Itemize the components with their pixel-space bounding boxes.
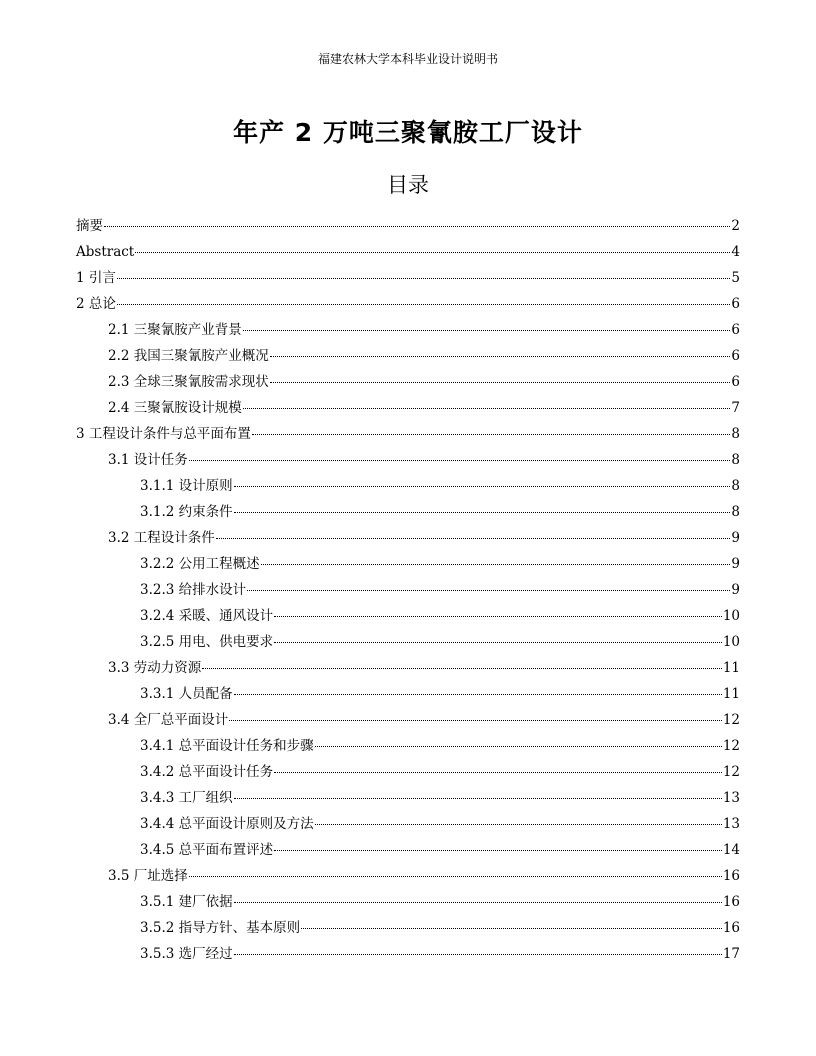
- toc-entry-label[interactable]: 3.1 设计任务: [108, 452, 188, 468]
- toc-entry-page-number[interactable]: 14: [722, 842, 740, 858]
- toc-entry-page-number[interactable]: 10: [722, 634, 740, 650]
- toc-dot-leader: [234, 511, 731, 513]
- toc-entry-label[interactable]: 2 总论: [76, 296, 116, 312]
- toc-entry-label[interactable]: 3.2.5 用电、供电要求: [140, 634, 274, 650]
- toc-dot-leader: [243, 329, 731, 331]
- toc-entry-label[interactable]: Abstract: [76, 244, 135, 260]
- toc-entry[interactable]: [76, 707, 740, 733]
- toc-entry-label[interactable]: 3.2.4 采暖、通风设计: [140, 608, 274, 624]
- toc-entry[interactable]: [76, 811, 740, 837]
- toc-entry-page-number[interactable]: 12: [722, 738, 740, 754]
- toc-entry-page-number[interactable]: 13: [722, 790, 740, 806]
- toc-entry-page-number[interactable]: 12: [722, 712, 740, 728]
- toc-entry-label[interactable]: 3.5.2 指导方针、基本原则: [140, 920, 301, 936]
- toc-entry-label[interactable]: 摘要: [76, 218, 103, 234]
- toc-entry-page-number[interactable]: 7: [731, 400, 740, 416]
- toc-entry-page-number[interactable]: 6: [731, 348, 740, 364]
- toc-dot-leader: [234, 953, 722, 955]
- toc-entry-page-number[interactable]: 2: [731, 218, 740, 234]
- toc-entry-page-number[interactable]: 8: [731, 504, 740, 520]
- toc-entry-label[interactable]: 3.4.3 工厂组织: [140, 790, 233, 806]
- toc-entry-page-number[interactable]: 17: [722, 946, 740, 962]
- toc-entry-page-number[interactable]: 8: [731, 426, 740, 442]
- toc-entry[interactable]: [76, 603, 740, 629]
- toc-dot-leader: [270, 381, 731, 383]
- toc-entry[interactable]: [76, 525, 740, 551]
- toc-entry-label[interactable]: 3.1.2 约束条件: [140, 504, 233, 520]
- toc-entry[interactable]: [76, 941, 740, 967]
- toc-entry[interactable]: [76, 629, 740, 655]
- toc-entry-page-number[interactable]: 11: [722, 660, 740, 676]
- toc-entry[interactable]: [76, 473, 740, 499]
- toc-entry-label[interactable]: 3.2.3 给排水设计: [140, 582, 247, 598]
- toc-entry-page-number[interactable]: 9: [731, 582, 740, 598]
- toc-entry-page-number[interactable]: 9: [731, 530, 740, 546]
- toc-entry[interactable]: [76, 317, 740, 343]
- toc-entry-page-number[interactable]: 4: [731, 244, 740, 260]
- running-header: 福建农林大学本科毕业设计说明书: [317, 52, 498, 66]
- toc-entry-page-number[interactable]: 9: [731, 556, 740, 572]
- toc-entry-label[interactable]: 3.4.5 总平面布置评述: [140, 842, 274, 858]
- toc-dot-leader: [104, 225, 730, 227]
- toc-dot-leader: [274, 641, 722, 643]
- toc-entry-label[interactable]: 3.2.2 公用工程概述: [140, 556, 260, 572]
- toc-entry[interactable]: [76, 889, 740, 915]
- toc-entry-label[interactable]: 3.4.1 总平面设计任务和步骤: [140, 738, 314, 754]
- toc-dot-leader: [274, 771, 722, 773]
- toc-entry-label[interactable]: 2.4 三聚氰胺设计规模: [108, 400, 242, 416]
- toc-entry-label[interactable]: 1 引言: [76, 270, 116, 286]
- toc-dot-leader: [315, 823, 722, 825]
- toc-dot-leader: [202, 667, 722, 669]
- toc-dot-leader: [234, 485, 731, 487]
- toc-dot-leader: [261, 563, 731, 565]
- toc-dot-leader: [315, 745, 722, 747]
- toc-entry-label[interactable]: 3.3 劳动力资源: [108, 660, 202, 676]
- toc-dot-leader: [252, 433, 731, 435]
- toc-entry-page-number[interactable]: 10: [722, 608, 740, 624]
- toc-entry-page-number[interactable]: 5: [731, 270, 740, 286]
- document-title: 年产 2 万吨三聚氰胺工厂设计: [233, 118, 583, 147]
- toc-dot-leader: [117, 277, 731, 279]
- toc-entry[interactable]: [76, 239, 740, 265]
- toc-entry[interactable]: [76, 655, 740, 681]
- toc-entry[interactable]: [76, 499, 740, 525]
- toc-entry-page-number[interactable]: 12: [722, 764, 740, 780]
- toc-dot-leader: [301, 927, 722, 929]
- toc-entry-label[interactable]: 3.4.2 总平面设计任务: [140, 764, 274, 780]
- toc-dot-leader: [229, 719, 722, 721]
- table-of-contents: [76, 213, 740, 967]
- toc-entry[interactable]: [76, 213, 740, 239]
- toc-entry[interactable]: [76, 837, 740, 863]
- toc-entry[interactable]: [76, 785, 740, 811]
- toc-entry[interactable]: [76, 863, 740, 889]
- toc-entry[interactable]: [76, 421, 740, 447]
- toc-dot-leader: [234, 693, 722, 695]
- toc-entry-page-number[interactable]: 6: [731, 374, 740, 390]
- toc-dot-leader: [247, 589, 730, 591]
- toc-entry-label[interactable]: 3.4 全厂总平面设计: [108, 712, 229, 728]
- toc-entry-page-number[interactable]: 16: [722, 868, 740, 884]
- toc-dot-leader: [274, 849, 722, 851]
- toc-entry-label[interactable]: 3.5.1 建厂依据: [140, 894, 233, 910]
- toc-entry-label[interactable]: 3.5 厂址选择: [108, 868, 188, 884]
- toc-entry-page-number[interactable]: 16: [722, 920, 740, 936]
- toc-entry-page-number[interactable]: 8: [731, 478, 740, 494]
- toc-entry[interactable]: [76, 265, 740, 291]
- toc-heading: 目录: [387, 173, 429, 197]
- toc-entry-label[interactable]: 3.3.1 人员配备: [140, 686, 233, 702]
- toc-dot-leader: [135, 251, 730, 253]
- toc-dot-leader: [243, 407, 731, 409]
- toc-dot-leader: [270, 355, 731, 357]
- toc-entry[interactable]: [76, 343, 740, 369]
- toc-entry[interactable]: [76, 291, 740, 317]
- toc-entry-label[interactable]: 3.2 工程设计条件: [108, 530, 215, 546]
- toc-entry-page-number[interactable]: 16: [722, 894, 740, 910]
- toc-entry-label[interactable]: 2.2 我国三聚氰胺产业概况: [108, 348, 269, 364]
- toc-entry[interactable]: [76, 447, 740, 473]
- toc-entry-page-number[interactable]: 13: [722, 816, 740, 832]
- toc-dot-leader: [189, 459, 731, 461]
- toc-entry[interactable]: [76, 915, 740, 941]
- toc-dot-leader: [189, 875, 722, 877]
- toc-entry-page-number[interactable]: 8: [731, 452, 740, 468]
- toc-entry[interactable]: [76, 759, 740, 785]
- toc-entry-label[interactable]: 2.1 三聚氰胺产业背景: [108, 322, 242, 338]
- toc-dot-leader: [216, 537, 731, 539]
- toc-entry[interactable]: [76, 551, 740, 577]
- toc-entry-page-number[interactable]: 11: [722, 686, 740, 702]
- toc-dot-leader: [117, 303, 731, 305]
- toc-dot-leader: [274, 615, 722, 617]
- toc-entry-label[interactable]: 3.4.4 总平面设计原则及方法: [140, 816, 314, 832]
- toc-entry[interactable]: [76, 577, 740, 603]
- toc-dot-leader: [234, 797, 722, 799]
- toc-entry[interactable]: [76, 395, 740, 421]
- toc-entry-label[interactable]: 2.3 全球三聚氰胺需求现状: [108, 374, 269, 390]
- toc-entry-label[interactable]: 3 工程设计条件与总平面布置: [76, 426, 251, 442]
- toc-entry-label[interactable]: 3.1.1 设计原则: [140, 478, 233, 494]
- toc-entry[interactable]: [76, 369, 740, 395]
- toc-dot-leader: [234, 901, 722, 903]
- toc-entry[interactable]: [76, 733, 740, 759]
- toc-entry[interactable]: [76, 681, 740, 707]
- toc-entry-page-number[interactable]: 6: [731, 322, 740, 338]
- toc-entry-label[interactable]: 3.5.3 选厂经过: [140, 946, 233, 962]
- toc-entry-page-number[interactable]: 6: [731, 296, 740, 312]
